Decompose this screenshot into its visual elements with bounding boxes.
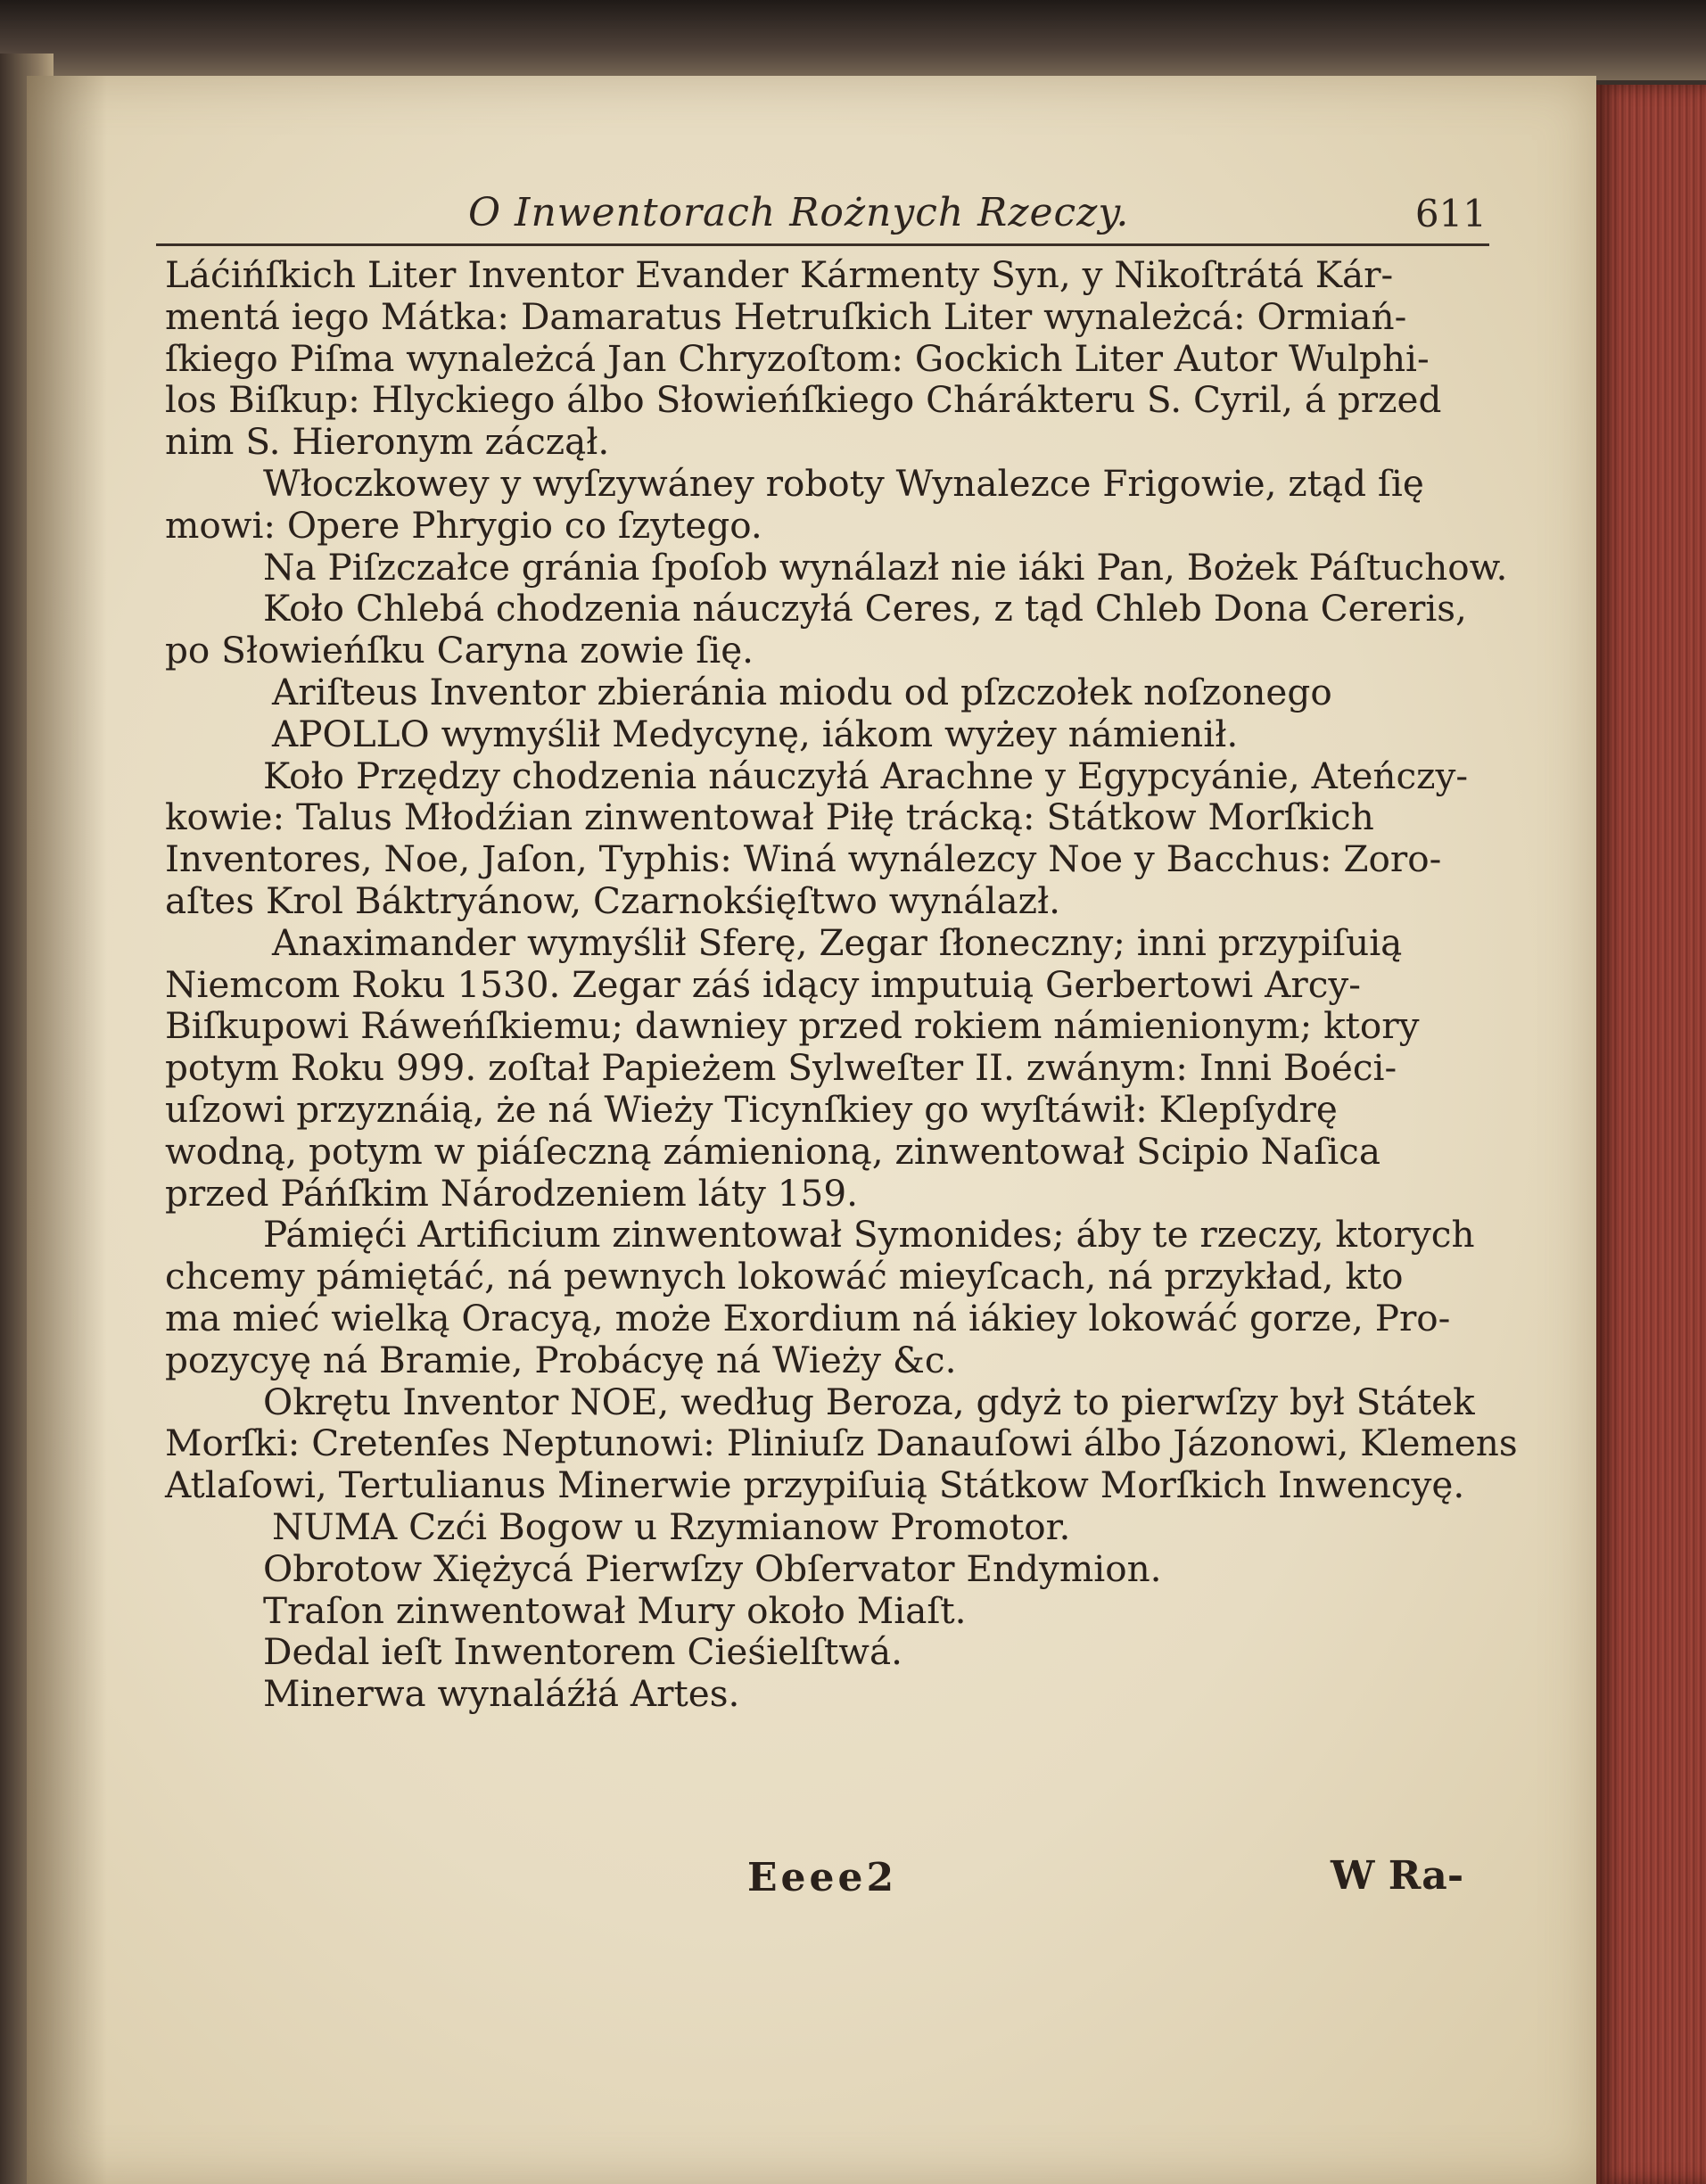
text-line: Niemcom Roku 1530. Zegar záś idący imputuią Gerbertowi Arcy- [165, 962, 1361, 1006]
text-line: los Biſkup: Hlyckiego álbo Słowieńſkiego Chárákteru S. Cyril, á przed [165, 378, 1442, 422]
text-line: kowie: Talus Młodźian zinwentował Piłę trácką: Státkow Morſkich [165, 795, 1374, 839]
text-line: Koło Chlebá chodzenia náuczyłá Ceres, z tąd Chleb Dona Cereris, [263, 587, 1467, 630]
text-line: Ariſteus Inventor zbieránia miodu od pſzczołek noſzonego [272, 670, 1332, 713]
text-line: Morſki: Cretenſes Neptunowi: Pliniuſz Danauſowi álbo Jázonowi, Klemens [165, 1422, 1518, 1465]
text-line: po Słowieńſku Caryna zowie ſię. [165, 629, 754, 672]
book-cover-top-edge [0, 0, 1706, 80]
text-line: Włoczkowey y wyſzywáney roboty Wynalezce Frigowie, ztąd ſię [263, 461, 1424, 505]
text-line: Dedal ieſt Inwentorem Cieśielſtwá. [263, 1630, 902, 1674]
signature-mark: Eeee2 [747, 1855, 898, 1900]
text-line: Okrętu Inventor NOE, według Beroza, gdyż to pierwſzy był Státek [263, 1380, 1475, 1423]
body-text [165, 253, 1518, 1716]
text-line: Láćińſkich Liter Inventor Evander Kármenty Syn, y Nikoſtrátá Kár- [165, 253, 1394, 296]
text-line: Inventores, Noe, Jaſon, Typhis: Winá wynálezcy Noe y Bacchus: Zoro- [165, 837, 1442, 881]
text-line: Na Piſzczałce gránia ſpoſob wynálazł nie iáki Pan, Bożek Páſtuchow. [263, 545, 1508, 589]
text-line: uſzowi przyznáią, że ná Wieży Ticynſkiey go wyſtáwił: Klepſydrę [165, 1087, 1338, 1131]
text-line: Pámięći Artificium zinwentował Symonides; áby te rzeczy, ktorych [263, 1213, 1475, 1257]
text-line: potym Roku 999. zoſtał Papieżem Sylweſter II. zwánym: Inni Boéci- [165, 1046, 1397, 1090]
text-line: przed Páńſkim Národzeniem láty 159. [165, 1171, 858, 1215]
text-line: Obrotow Xiężycá Pierwſzy Obſervator Endymion. [263, 1546, 1162, 1590]
text-line: ma mieć wielką Oracyą, może Exordium ná iákiey lokowáć gorze, Pro- [165, 1296, 1451, 1339]
text-line: Minerwa wynaláźłá Artes. [263, 1672, 740, 1716]
text-line: Traſon zinwentował Mury około Miaſt. [263, 1588, 967, 1632]
text-line: wodną, potym w piáſeczną zámienioną, zinwentował Scipio Naſica [165, 1129, 1380, 1173]
text-line: mentá iego Mátka: Damaratus Hetruſkich Liter wynależcá: Ormiań- [165, 294, 1407, 338]
text-line: Atlaſowi, Tertulianus Minerwie przypiſuią Státkow Morſkich Inwencyę. [165, 1463, 1465, 1507]
text-line: ſkiego Piſma wynależcá Jan Chryzoſtom: Gockich Liter Autor Wulphi- [165, 336, 1430, 380]
text-line: Biſkupowi Ráweńſkiemu; dawniey przed rokiem námienionym; ktory [165, 1004, 1420, 1048]
text-line: NUMA Czći Bogow u Rzymianow Promotor. [272, 1504, 1071, 1548]
head-rule [156, 243, 1489, 246]
text-line: aſtes Krol Báktryánow, Czarnokśięſtwo wynálazł. [165, 878, 1060, 922]
red-page-edges [1596, 85, 1706, 2184]
text-line: nim S. Hieronym záczął. [165, 420, 610, 464]
text-line: chcemy pámiętáć, ná pewnych lokowáć mieyſcach, ná przykład, kto [165, 1255, 1404, 1298]
text-line: Koło Przędzy chodzenia náuczyłá Arachne y Egypcyánie, Ateńczy- [263, 754, 1469, 797]
text-line: pozycyę ná Bramie, Probácyę ná Wieży &c. [165, 1338, 957, 1381]
running-title: O Inwentorach Rożnych Rzeczy. [468, 190, 1130, 235]
spine-shadow [27, 76, 107, 2184]
text-line: mowi: Opere Phrygio co ſzytego. [165, 503, 762, 547]
page-number: 611 [1414, 192, 1487, 235]
text-line: APOLLO wymyślił Medycynę, iákom wyżey námienił. [272, 712, 1239, 755]
running-head [156, 174, 1512, 236]
catchword: W Ra- [1331, 1853, 1464, 1899]
text-line: Anaximander wymyślił Sferę, Zegar ſłoneczny; inni przypiſuią [272, 920, 1403, 964]
